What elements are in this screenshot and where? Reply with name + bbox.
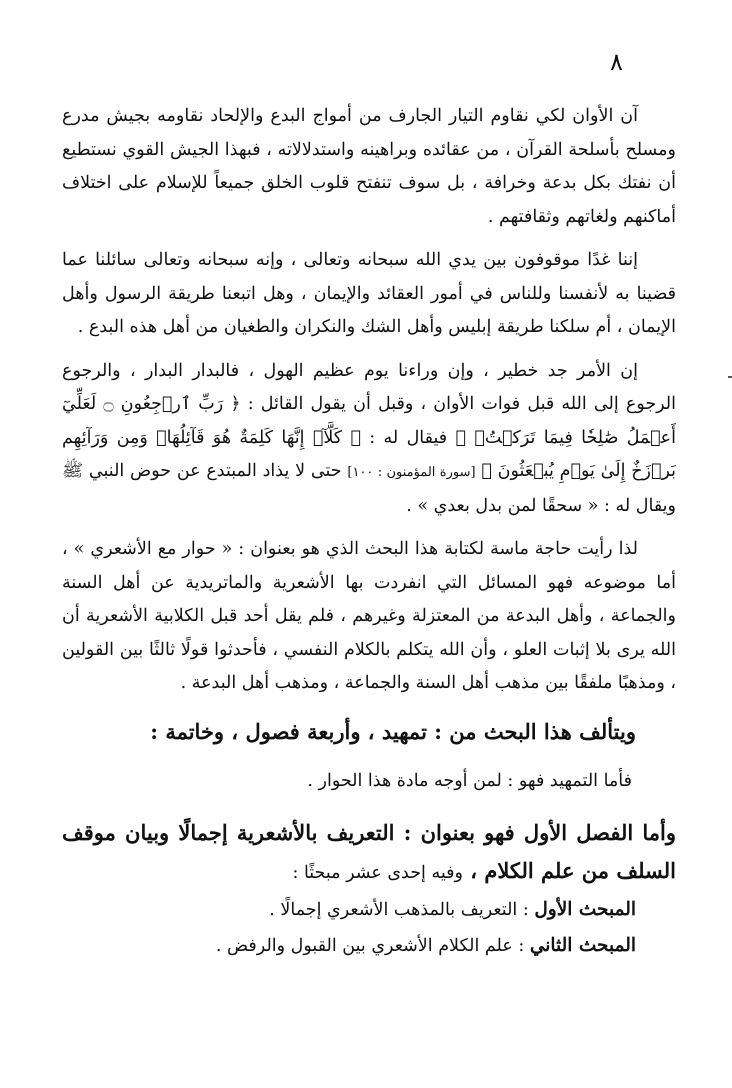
paragraph-2: إننا غدًا موقوفون بين يدي الله سبحانه وتعالى ، وإنه سبحانه وتعالى سائلنا عما قضينا به لأنفسنا وللناس في أمور العقائد والإيمان ، وهل اتبعنا طريقة الرسول وأهل الإيمان ، أم سلكنا طريقة إبليس وأهل الشك والنكران والطغيان من أهل هذه البدع . <box>62 250 676 337</box>
paragraph-3-text-a: إن الأمر جد خطير ، وإن وراءنا يوم عظيم الهول ، فالبدار البدار ، والرجوع الرجوع إلى الله قبل فوات الأوان ، وقبل أن يقول القائل : <box>62 360 676 414</box>
section-1-text: : التعريف بالمذهب الأشعري إجمالًا . <box>269 900 529 920</box>
quran-verse-1: ﴿ رَبِّ ٱرۡجِعُونِ ۝ لَعَلِّيٓ أَعۡمَلُ صَٰلِحٗا فِيمَا تَرَكۡتُۚ ﴾ <box>62 394 676 448</box>
section-item-2 <box>62 928 676 964</box>
paragraph-1: آن الأوان لكي نقاوم التيار الجارف من أمواج البدع والإلحاد نقاومه بجيش مدرع ومسلح بأسلحة القرآن ، من عقائده وبراهينه واستدلالاته ، فبهذا الجيش القوي نستطيع أن نفتك بكل بدعة وخرافة ، بل سوف تنفتح قلوب الخلق جميعاً للإسلام على اختلاف أماكنهم ولغاتهم وثقافتهم . <box>62 106 676 227</box>
chapter-1-heading <box>62 814 676 892</box>
paragraph-3-text-b: فيقال له : <box>369 427 448 448</box>
paragraph-3-text-c: حتى لا يذاد المبتدع عن حوض النبي ﷺ ويقال له : « سحقًا لمن بدل بعدي » . <box>62 461 676 516</box>
intro-line: فأما التمهيد فهو : لمن أوجه مادة هذا الحوار . <box>307 770 632 791</box>
structure-heading: ويتألف هذا البحث من : تمهيد ، وأربعة فصول ، وخاتمة : <box>150 718 636 744</box>
page-content <box>62 100 676 964</box>
section-2-text: : علم الكلام الأشعري بين القبول والرفض . <box>215 936 525 956</box>
section-2-label: المبحث الثاني <box>529 935 636 956</box>
quran-citation: [سورة المؤمنون : ١٠٠] <box>347 465 476 480</box>
paragraph-3 <box>62 355 676 524</box>
chapter-1-title: وأما الفصل الأول فهو بعنوان : التعريف بالأشعرية إجمالًا وبيان موقف السلف من علم الكلام ، <box>62 820 676 883</box>
chapter-1-subtitle: وفيه إحدى عشر مبحثًا : <box>292 863 463 883</box>
quran-verse-2: ﴿ كَلَّآۚ إِنَّهَا كَلِمَةٌ هُوَ قَآئِلُهَاۖ وَمِن وَرَآئِهِم بَرۡزَخٌ إِلَىٰ يَوۡمِ يُبۡعَثُونَ ﴾ <box>62 427 676 481</box>
page-number: ٨ <box>610 48 623 76</box>
paragraph-4: لذا رأيت حاجة ماسة لكتابة هذا البحث الذي هو بعنوان : « حوار مع الأشعري » ، أما موضوعه فهو المسائل التي انفردت بها الأشعرية والماتريدية عن أهل السنة والجماعة ، وأهل البدعة من المعتزلة وغيرهم ، فلم يقل أحد قبل الكلابية الأشعرية أن الله يرى بلا إثبات العلو ، وأن الله يتكلم بالكلام النفسي ، فأحدثوا قولًا ثالثًا بين القولين ، ومذهبًا ملفقًا بين مذهب أهل السنة والجماعة ، ومذهب أهل البدعة . <box>62 539 676 693</box>
margin-mark <box>728 376 732 378</box>
section-item-1 <box>62 892 676 928</box>
section-1-label: المبحث الأول <box>534 899 636 920</box>
